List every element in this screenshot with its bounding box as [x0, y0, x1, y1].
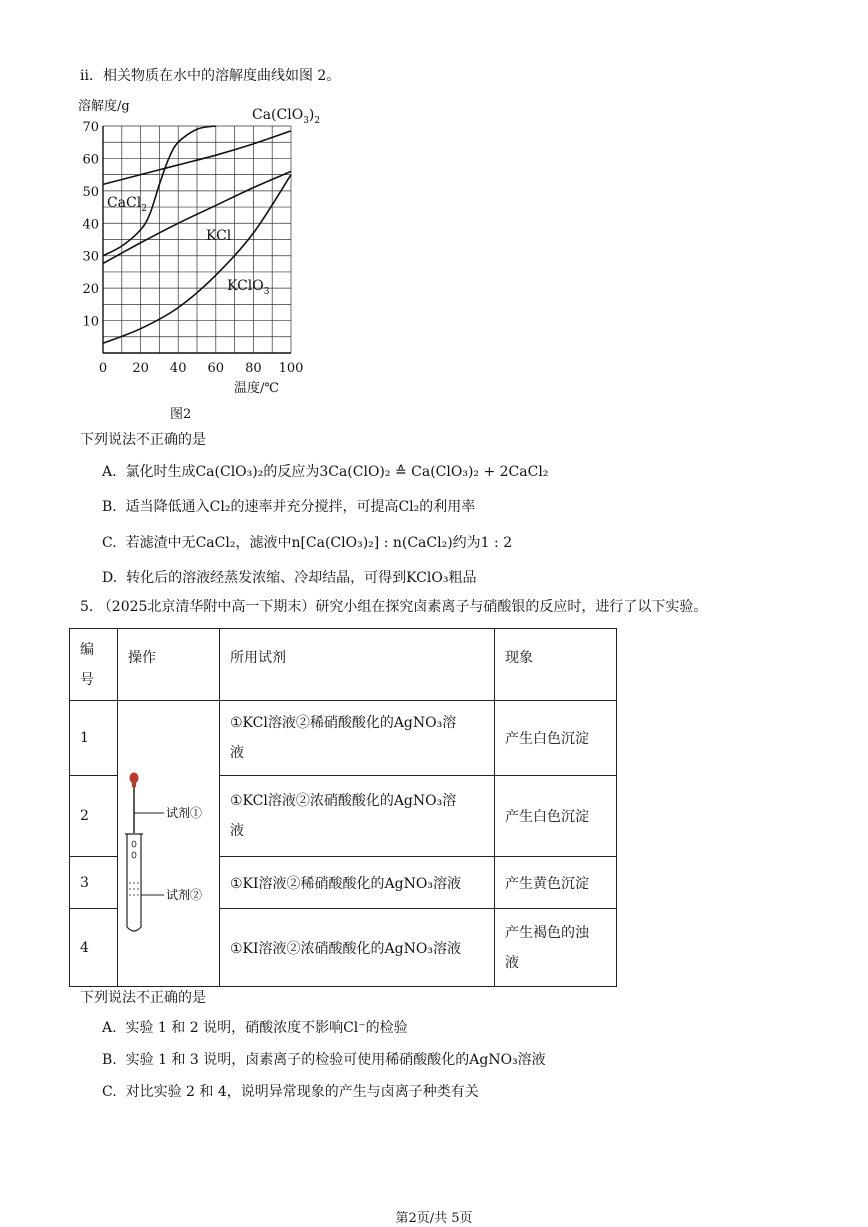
header-reagent: 所用试剂 — [220, 629, 495, 701]
q4-stem: 下列说法不正确的是 — [80, 432, 206, 448]
series-label-cacl2: CaCl$_2$ — [107, 195, 147, 214]
label-reagent2: 试剂② — [166, 887, 203, 902]
row-reagent — [220, 776, 495, 857]
page-footer: 第2页/共 5页 — [395, 1211, 473, 1226]
row-num: 1 — [70, 701, 118, 776]
x-tick-label: 40 — [169, 361, 187, 376]
label-reagent1: 试剂① — [166, 805, 203, 820]
q5-option-c — [102, 1083, 479, 1101]
test-tube-icon — [127, 834, 141, 931]
option-label: B. — [102, 1052, 117, 1068]
y-tick-label: 20 — [82, 282, 99, 298]
reagent-line2: 液 — [230, 823, 244, 839]
series-label-kcl: KCl — [206, 228, 232, 244]
option-text: 实验 1 和 3 说明，卤素离子的检验可使用稀硝酸酸化的AgNO₃溶液 — [125, 1052, 546, 1068]
option-text: 实验 1 和 2 说明，硝酸浓度不影响Cl⁻的检验 — [125, 1020, 408, 1036]
x-tick-label: 100 — [278, 361, 304, 376]
chart-caption: 图2 — [170, 407, 192, 422]
q4-option-a — [102, 463, 548, 481]
test-tube-apparatus — [118, 737, 219, 947]
header-num-line1: 编 — [80, 641, 94, 658]
phen-line2: 液 — [505, 954, 519, 971]
q5-stem: 5. （2025北京清华附中高一下期末）研究小组在探究卤素离子与硝酸银的反应时，进行了以下实验。 — [80, 599, 708, 615]
y-tick-label: 50 — [82, 184, 99, 200]
header-op: 操作 — [118, 629, 220, 701]
row-reagent: ①KI溶液②稀硝酸酸化的AgNO₃溶液 — [220, 857, 495, 909]
apparatus-cell — [118, 701, 220, 987]
y-tick-label: 60 — [82, 152, 99, 168]
option-label: A. — [102, 1020, 117, 1036]
header-phenomenon: 现象 — [495, 629, 617, 701]
row-num: 2 — [70, 776, 118, 857]
experiment-table — [69, 628, 617, 987]
option-label: A. — [102, 464, 117, 480]
q5-stem2: 下列说法不正确的是 — [80, 990, 206, 1006]
option-label: C. — [102, 1084, 117, 1100]
q4-option-c — [102, 534, 512, 552]
option-text: 适当降低通入Cl₂的速率并充分搅拌，可提高Cl₂的利用率 — [125, 499, 476, 515]
row-phenomenon: 产生白色沉淀 — [495, 776, 617, 857]
series-label-kclo3: KClO$_3$ — [227, 278, 270, 297]
option-text: 若滤渣中无CaCl₂，滤液中n[Ca(ClO₃)₂] : n(CaCl₂)约为1 : 2 — [125, 535, 513, 551]
reagent-line2: 液 — [230, 745, 244, 761]
option-text: 转化后的溶液经蒸发浓缩、冷却结晶，可得到KClO₃粗品 — [126, 570, 477, 586]
q5-option-b — [102, 1051, 546, 1069]
row-phenomenon — [495, 909, 617, 987]
header-num — [70, 629, 118, 701]
row-reagent — [220, 701, 495, 776]
x-tick-label: 20 — [132, 361, 149, 376]
row-num: 4 — [70, 909, 118, 987]
row-phenomenon: 产生白色沉淀 — [495, 701, 617, 776]
header-num-line2: 号 — [80, 671, 94, 688]
option-label: D. — [102, 570, 118, 586]
q5-option-a — [102, 1019, 408, 1037]
q4-option-b — [102, 498, 475, 516]
row-phenomenon: 产生黄色沉淀 — [495, 857, 617, 909]
reagent-line1: ①KCl溶液②稀硝酸酸化的AgNO₃溶 — [230, 715, 457, 731]
chart-ylabel: 溶解度/g — [78, 99, 130, 114]
reagent-line1: ①KCl溶液②浓硝酸酸化的AgNO₃溶 — [230, 793, 457, 809]
option-text: 氯化时生成Ca(ClO₃)₂的反应为3Ca(ClO)₂ ≙ Ca(ClO₃)₂ + 2CaCl₂ — [125, 464, 549, 480]
x-tick-label: 80 — [245, 361, 262, 376]
option-text: 对比实验 2 和 4，说明异常现象的产生与卤离子种类有关 — [125, 1084, 479, 1100]
y-tick-label: 30 — [82, 249, 99, 265]
chart-xlabel: 温度/℃ — [234, 381, 279, 396]
option-label: B. — [102, 499, 117, 515]
phen-line1: 产生褐色的浊 — [505, 924, 589, 941]
y-tick-label: 70 — [82, 120, 99, 135]
row-num: 3 — [70, 857, 118, 909]
option-label: C. — [102, 535, 117, 551]
intro-text: ii．相关物质在水中的溶解度曲线如图 2。 — [80, 68, 341, 84]
table-row — [70, 701, 617, 776]
q4-option-d — [102, 569, 476, 587]
x-tick-label: 0 — [98, 361, 108, 376]
y-tick-label: 10 — [82, 314, 99, 330]
series-label-caclo32: $Ca(ClO_3)_2$ — [252, 107, 321, 126]
y-tick-label: 40 — [82, 217, 99, 233]
x-tick-label: 60 — [207, 361, 225, 376]
row-reagent: ①KI溶液②浓硝酸酸化的AgNO₃溶液 — [220, 909, 495, 987]
solubility-chart — [0, 0, 868, 440]
dropper-bulb-icon — [130, 772, 139, 783]
table-header-row — [70, 629, 617, 701]
